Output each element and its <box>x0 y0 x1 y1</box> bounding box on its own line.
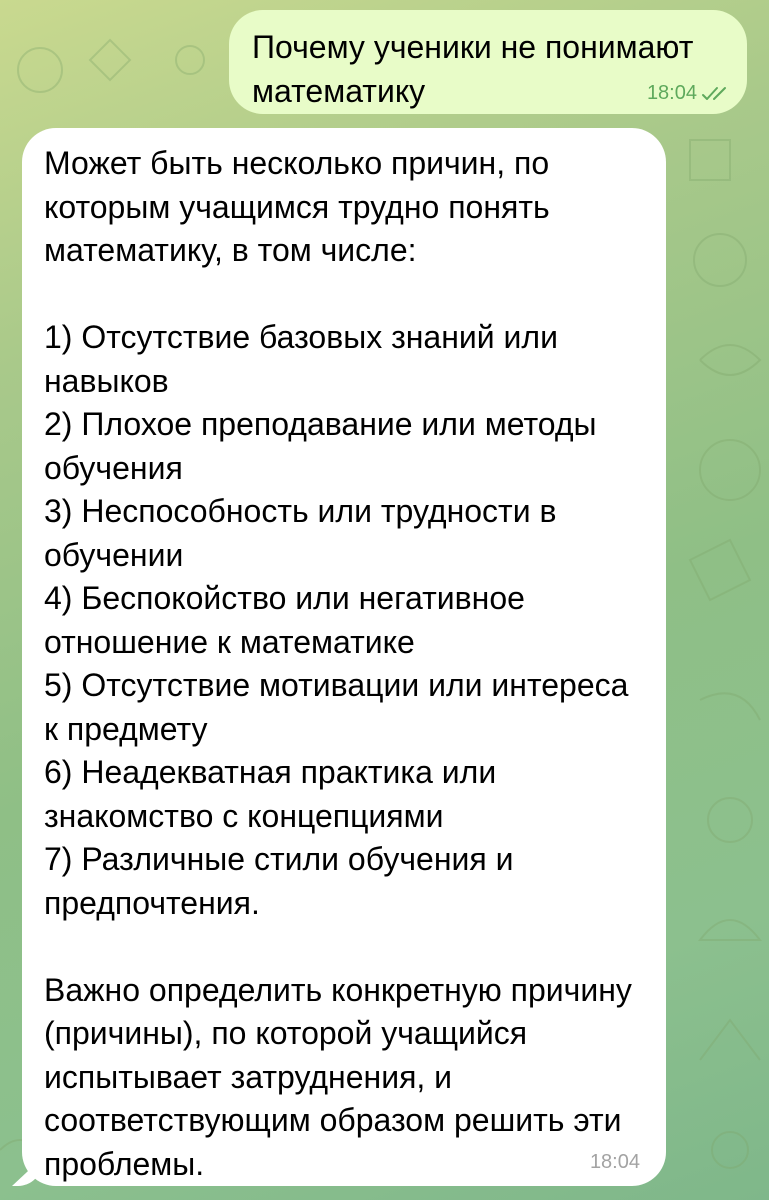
outgoing-message-time: 18:04 <box>646 82 697 104</box>
incoming-message-text: Может быть несколько причин, по которым учащимся трудно понять математику, в том числе: 1) Отсутствие базовых знаний или навыков 2) Плохое преподавание или методы обучения 3) Неспособность или трудности в обучении 4) Беспокойство или негативное отношение к математике 5) Отсутствие мотивации или интереса к предмету 6) Неадекватная практика или знакомство с концепциями 7) Различные стили обучения и предпочтения. Важно определить конкретную причину (причины), по которой учащийся испытывает затруднения, и соответствующим образом решить эти проблемы. <box>44 145 632 1182</box>
incoming-message-bubble[interactable] <box>22 128 666 1186</box>
outgoing-message-text: Почему ученики не понимают математику <box>252 29 703 109</box>
outgoing-message-bubble[interactable] <box>229 10 747 114</box>
outgoing-message-meta <box>647 82 731 105</box>
double-check-icon <box>701 86 731 102</box>
incoming-message-time: 18:04 <box>589 1151 640 1173</box>
incoming-message-meta <box>590 1151 640 1174</box>
